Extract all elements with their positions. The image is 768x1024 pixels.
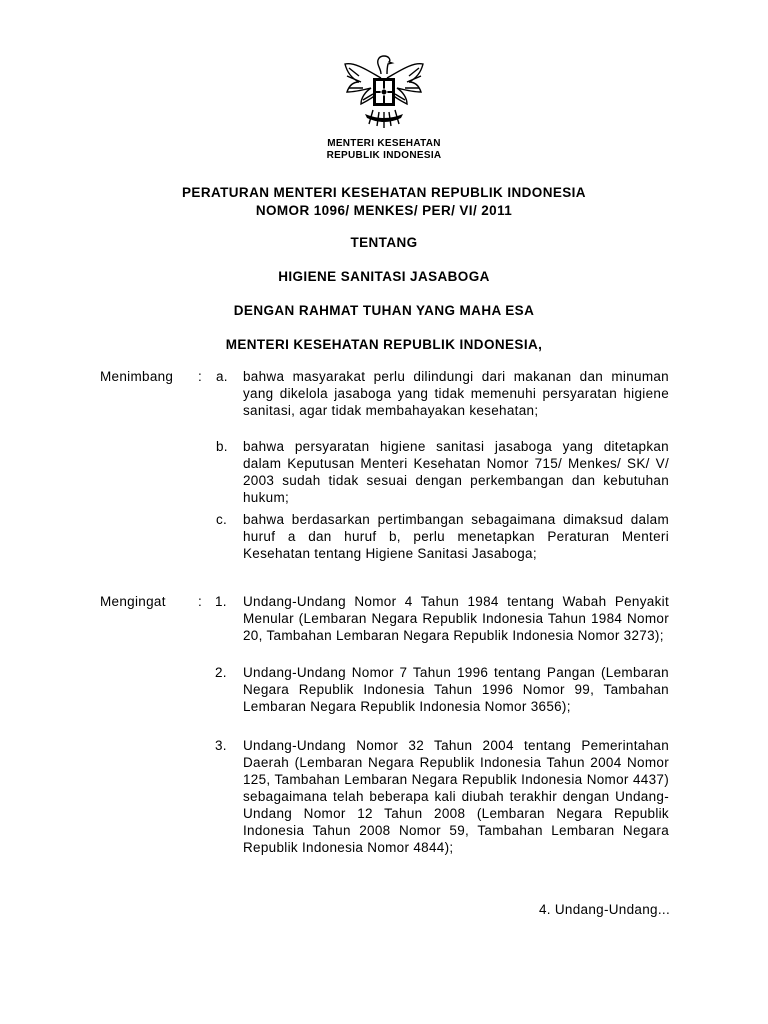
section-label-mengingat: Mengingat	[100, 594, 166, 609]
regulation-subject: HIGIENE SANITASI JASABOGA	[278, 269, 490, 284]
title-tentang: TENTANG	[350, 235, 418, 250]
preamble-divine: DENGAN RAHMAT TUHAN YANG MAHA ESA	[233, 303, 535, 318]
item-marker: 3.	[215, 738, 227, 753]
regulation-number: NOMOR 1096/ MENKES/ PER/ VI/ 2011	[255, 203, 513, 218]
preamble-minister: MENTERI KESEHATAN REPUBLIK INDONESIA,	[225, 337, 543, 352]
section-colon: :	[198, 369, 202, 384]
item-marker: a.	[216, 369, 228, 384]
menimbang-item-b: bahwa persyaratan higiene sanitasi jasaboga yang ditetapkan dalam Keputusan Menteri Kesehatan Nomor 715/ Menkes/ SK/ V/ 2003 sudah tidak sesuai dengan perkembangan dan kebutuhan hukum;	[243, 439, 669, 505]
regulation-title: PERATURAN MENTERI KESEHATAN REPUBLIK INDONESIA	[182, 185, 586, 200]
ministry-name-line2: REPUBLIK INDONESIA	[326, 150, 442, 161]
item-marker: b.	[216, 439, 228, 454]
item-marker: 2.	[215, 665, 227, 680]
menimbang-item-c: bahwa berdasarkan pertimbangan sebagaimana dimaksud dalam huruf a dan huruf b, perlu menetapkan Peraturan Menteri Kesehatan tentang Higiene Sanitasi Jasaboga;	[243, 512, 669, 561]
mengingat-item-2: Undang-Undang Nomor 7 Tahun 1996 tentang Pangan (Lembaran Negara Republik Indonesia Tahun 1996 Nomor 99, Tambahan Lembaran Negara Republik Indonesia Nomor 3656);	[243, 665, 669, 714]
ministry-name-line1: MENTERI KESEHATAN	[327, 138, 441, 149]
garuda-emblem-icon	[337, 48, 431, 132]
next-page-hint: 4. Undang-Undang...	[538, 902, 670, 917]
mengingat-item-1: Undang-Undang Nomor 4 Tahun 1984 tentang Wabah Penyakit Menular (Lembaran Negara Republik Indonesia Tahun 1984 Nomor 20, Tambahan Lembaran Negara Republik Indonesia Nomor 3273);	[243, 594, 669, 643]
section-label-menimbang: Menimbang	[100, 369, 174, 384]
mengingat-item-3: Undang-Undang Nomor 32 Tahun 2004 tentang Pemerintahan Daerah (Lembaran Negara Republik Indonesia Tahun 2004 Nomor 125, Tambahan Lembaran Negara Republik Indonesia Nomor 4437) sebagaimana telah beberapa kali diubah terakhir dengan Undang-Undang Nomor 12 Tahun 2008 (Lembaran Negara Republik Indonesia Tahun 2008 Nomor 59, Tambahan Lembaran Negara Republik Indonesia Nomor 4844);	[243, 738, 669, 855]
item-marker: 1.	[215, 594, 227, 609]
menimbang-item-a: bahwa masyarakat perlu dilindungi dari makanan dan minuman yang dikelola jasaboga yang tidak memenuhi persyaratan higiene sanitasi, agar tidak membahayakan kesehatan;	[243, 369, 669, 418]
item-marker: c.	[216, 512, 228, 527]
section-colon: :	[198, 594, 202, 609]
